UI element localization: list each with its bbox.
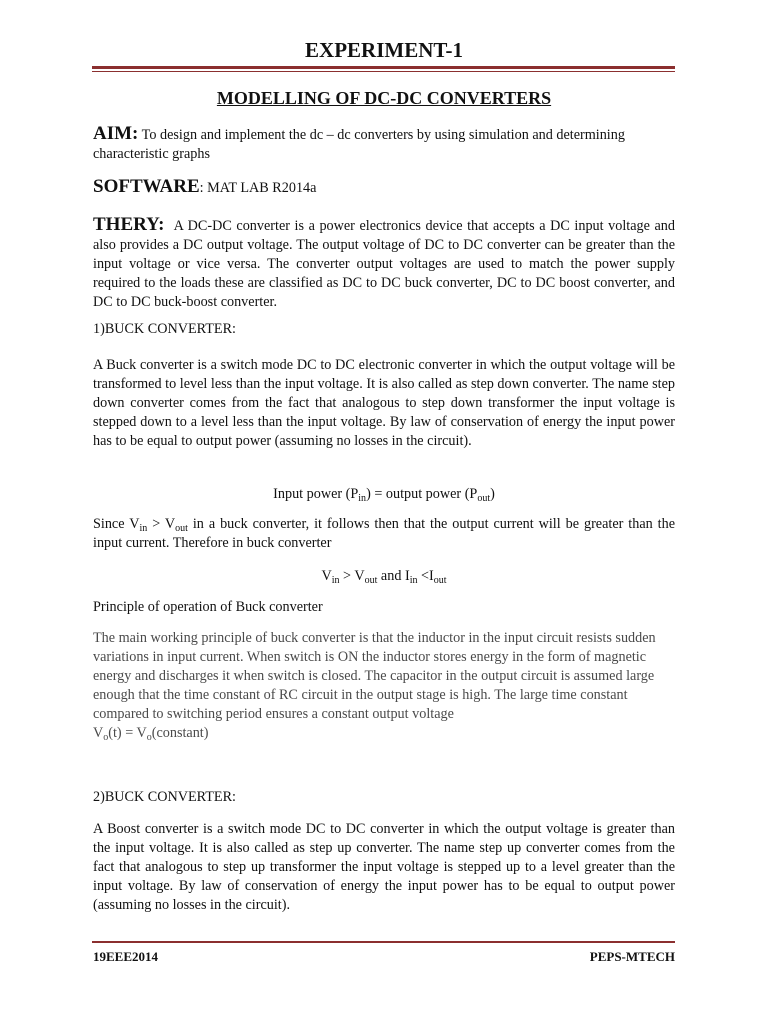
buck-heading: 1)BUCK CONVERTER: [93,321,236,337]
principle-heading: Principle of operation of Buck converter [93,599,323,615]
title-rule-thick [92,66,675,69]
software-section [93,177,675,198]
buck-paragraph-2: Since $V_{in} > V_{out}$ in a buck converter, it follows then that the output current will be greater than the input current. Therefore in buck converter [93,516,675,551]
title-rule-thin [92,71,675,72]
current-equation: $V_{in} > V_{out}$ and $I_{in} <I_{out}$ [321,568,447,586]
aim-section [93,124,675,164]
aim-text: To design and implement the dc – dc converters by using simulation and determining characteristic graphs [93,127,625,162]
software-label: SOFTWARE [93,176,200,197]
principle-text: The main working principle of buck converter is that the inductor in the input circuit resists sudden variations in input current. When switch is ON the inductor stores energy in the form of magnetic energy and discharges it when switch is closed. The capacitor in the output circuit is assumed large enough that the time constant of RC circuit in the output stage is high. The large time constant compared to switching period ensures a constant output voltage $V_o(t)$ = $V_o(constant)$ [93,630,656,743]
software-colon: : [199,180,204,196]
theory-text: A DC-DC converter is a power electronics device that accepts a DC input voltage and also provides a DC output voltage. The output voltage of DC to DC converter can be greater than the input voltage or vice versa. The converter output voltages are used to match the power supply required to the loads these are classified as DC to DC buck converter, DC to DC boost converter, and DC to DC buck-boost converter. [93,218,675,310]
software-text: MAT LAB R2014a [203,180,317,196]
footer-left: 19EEE2014 [93,949,159,964]
buck-paragraph-1: A Buck converter is a switch mode DC to DC electronic converter in which the output voltage will be transformed to level less than the input voltage. It is also called as step down converter. The name step down converter comes from the fact that analogous to step down transformer the input voltage is stepped down to a level less than the input voltage. By law of conservation of energy the input power has to be equal to output power (assuming no losses in the circuit). [93,357,675,449]
page-subtitle: MODELLING OF DC-DC CONVERTERS [216,88,552,108]
power-equation: Input power $(P_{in})$ = output power $(P_{out})$ [273,486,495,504]
aim-label: AIM: [93,123,139,144]
footer-rule [92,941,675,943]
theory-section [93,215,675,312]
principle-equation: $V_o(t)$ = $V_o(constant)$ [93,725,209,743]
boost-paragraph-1: A Boost converter is a switch mode DC to DC converter in which the output voltage is greater than the input voltage. It is also called as step up converter. The name step up converter comes from the fact that analogous to step up transformer the input voltage is stepped up to a level greater than the input voltage. By law of conservation of energy the input power has to be equal to output power (assuming no losses in the circuit). [93,821,675,913]
footer-right: PEPS-MTECH [589,949,675,964]
theory-label: THERY: [93,214,165,235]
boost-heading: 2)BUCK CONVERTER: [93,789,236,805]
page-title: EXPERIMENT-1 [305,38,463,62]
